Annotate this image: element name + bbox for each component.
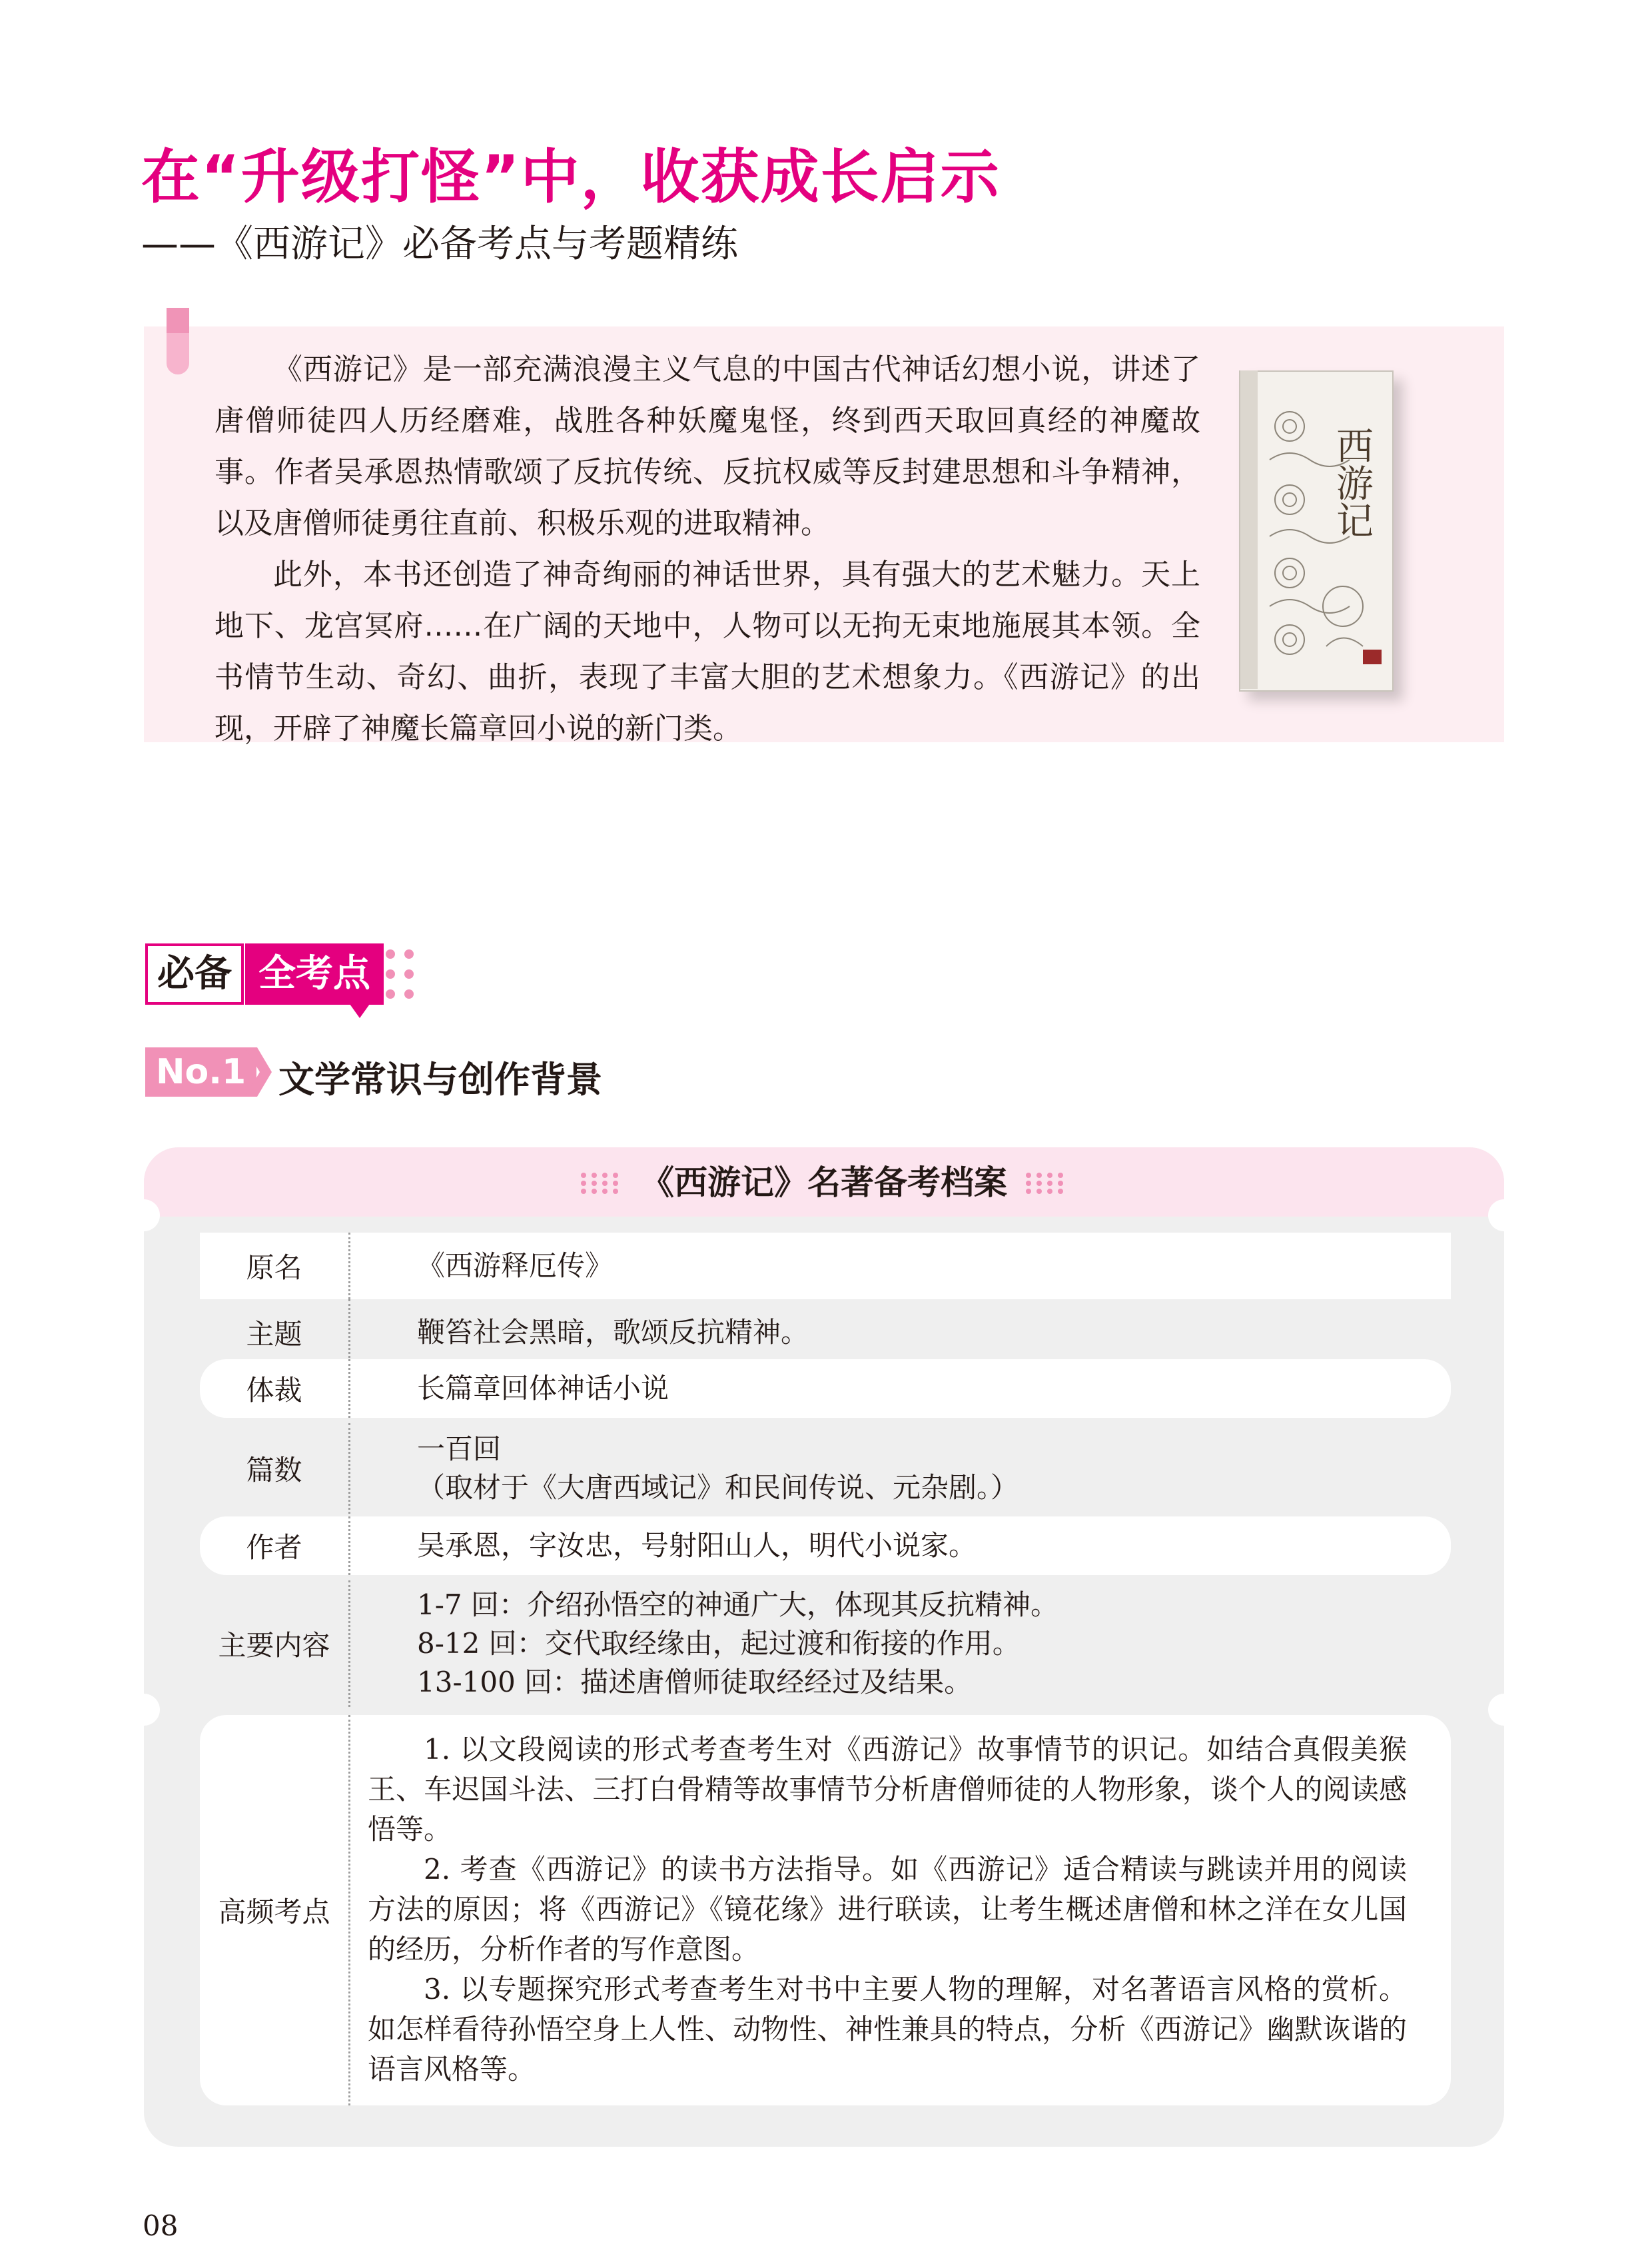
table-row-key-points — [200, 1715, 1451, 2105]
row-label: 原名 — [200, 1233, 350, 1299]
intro-paragraph-1: 《西游记》是一部充满浪漫主义气息的中国古代神话幻想小说，讲述了唐僧师徒四人历经磨难，战胜各种妖魔鬼怪，终到西天取回真经的神魔故事。作者吴承恩热情歌颂了反抗传统、反抗权威等反封建思想和斗争精神，以及唐僧师徒勇往直前、积极乐观的进取精神。 — [214, 352, 1200, 540]
row-value — [417, 1580, 1430, 1707]
row-value-line: 《西游释厄传》 — [417, 1249, 614, 1282]
row-label: 体裁 — [200, 1359, 350, 1418]
table-row-original-name — [200, 1233, 1451, 1299]
section-title: 文学常识与创作背景 — [278, 1059, 602, 1101]
table-row-author — [200, 1516, 1451, 1575]
section-number-badge: No.1 — [145, 1047, 256, 1097]
chevron-right-icon — [245, 1047, 276, 1097]
page-number: 08 — [143, 2209, 179, 2242]
row-value-line: 吴承恩，字汝忠，号射阳山人，明代小说家。 — [417, 1529, 977, 1562]
book-spine — [1240, 370, 1258, 689]
row-label: 作者 — [200, 1516, 350, 1575]
intro-paragraph-2: 此外，本书还创造了神奇绚丽的神话世界，具有强大的艺术魅力。天上地下、龙宫冥府……在广阔的天地中，人物可以无拘无束地施展其本领。全书情节生动、奇幻、曲折，表现了丰富大胆的艺术想象力。《西游记》的出现，开辟了神魔长篇章回小说的新门类。 — [214, 558, 1200, 746]
row-value — [417, 1423, 1430, 1514]
book-cover-title-text: 西游记 — [1330, 426, 1374, 538]
page-subtitle: ——《西游记》必备考点与考题精练 — [141, 223, 738, 266]
row-value-line: 鞭笞社会黑暗，歌颂反抗精神。 — [417, 1316, 809, 1349]
row-value-line: 一百回 — [417, 1432, 502, 1465]
archive-card-title: 《西游记》名著备考档案 — [641, 1163, 1007, 1202]
row-value-line: 1-7 回：介绍孙悟空的神通广大，体现其反抗精神。 — [417, 1588, 1058, 1621]
row-value-line: 长篇章回体神话小说 — [417, 1372, 669, 1405]
table-row-chapters — [200, 1423, 1451, 1514]
row-label: 主要内容 — [200, 1580, 350, 1707]
key-point-item: 2. 考查《西游记》的读书方法指导。如《西游记》适合精读与跳读并用的阅读方法的原因；将《西游记》《镜花缘》进行联读，让考生概述唐僧和林之洋在女儿国的经历，分析作者的写作意图。 — [368, 1853, 1407, 1966]
table-row-genre — [200, 1359, 1451, 1418]
section-badge-required: 必备 — [145, 943, 244, 1005]
badge-tail-icon — [346, 999, 373, 1019]
row-label: 篇数 — [200, 1423, 350, 1514]
row-value — [417, 1359, 1430, 1418]
page-title: 在“升级打怪”中，收获成长启示 — [141, 143, 1001, 211]
row-value — [417, 1233, 1430, 1299]
card-notch — [1488, 1199, 1520, 1231]
intro-bookmark-icon — [167, 308, 189, 374]
key-points-text — [368, 1715, 1407, 2120]
row-label: 高频考点 — [200, 1715, 350, 2105]
intro-text — [214, 344, 1200, 754]
card-notch — [128, 1199, 160, 1231]
row-value — [417, 1299, 1430, 1366]
row-label: 主题 — [200, 1299, 350, 1366]
section-badge-all-points: 全考点 — [245, 943, 384, 1005]
dots-icon — [382, 945, 422, 1005]
card-notch — [128, 1694, 160, 1726]
card-notch — [1488, 1694, 1520, 1726]
table-row-main-content — [200, 1580, 1451, 1707]
row-value-line: 8-12 回：交代取经缘由，起过渡和衔接的作用。 — [417, 1627, 1021, 1660]
book-cover-title — [1326, 426, 1372, 552]
row-value — [417, 1516, 1430, 1575]
table-row-theme — [200, 1299, 1451, 1366]
key-point-item: 1. 以文段阅读的形式考查考生对《西游记》故事情节的识记。如结合真假美猴王、车迟国斗法、三打白骨精等故事情节分析唐僧师徒的人物形象，谈个人的阅读感悟等。 — [368, 1733, 1407, 1846]
row-value-line: （取材于《大唐西域记》和民间传说、元杂剧。） — [417, 1471, 1019, 1504]
key-point-item: 3. 以专题探究形式考查考生对书中主要人物的理解，对名著语言风格的赏析。如怎样看待孙悟空身上人性、动物性、神性兼具的特点，分析《西游记》幽默诙谐的语言风格等。 — [368, 1973, 1407, 2085]
row-value-line: 13-100 回：描述唐僧师徒取经经过及结果。 — [417, 1666, 973, 1698]
